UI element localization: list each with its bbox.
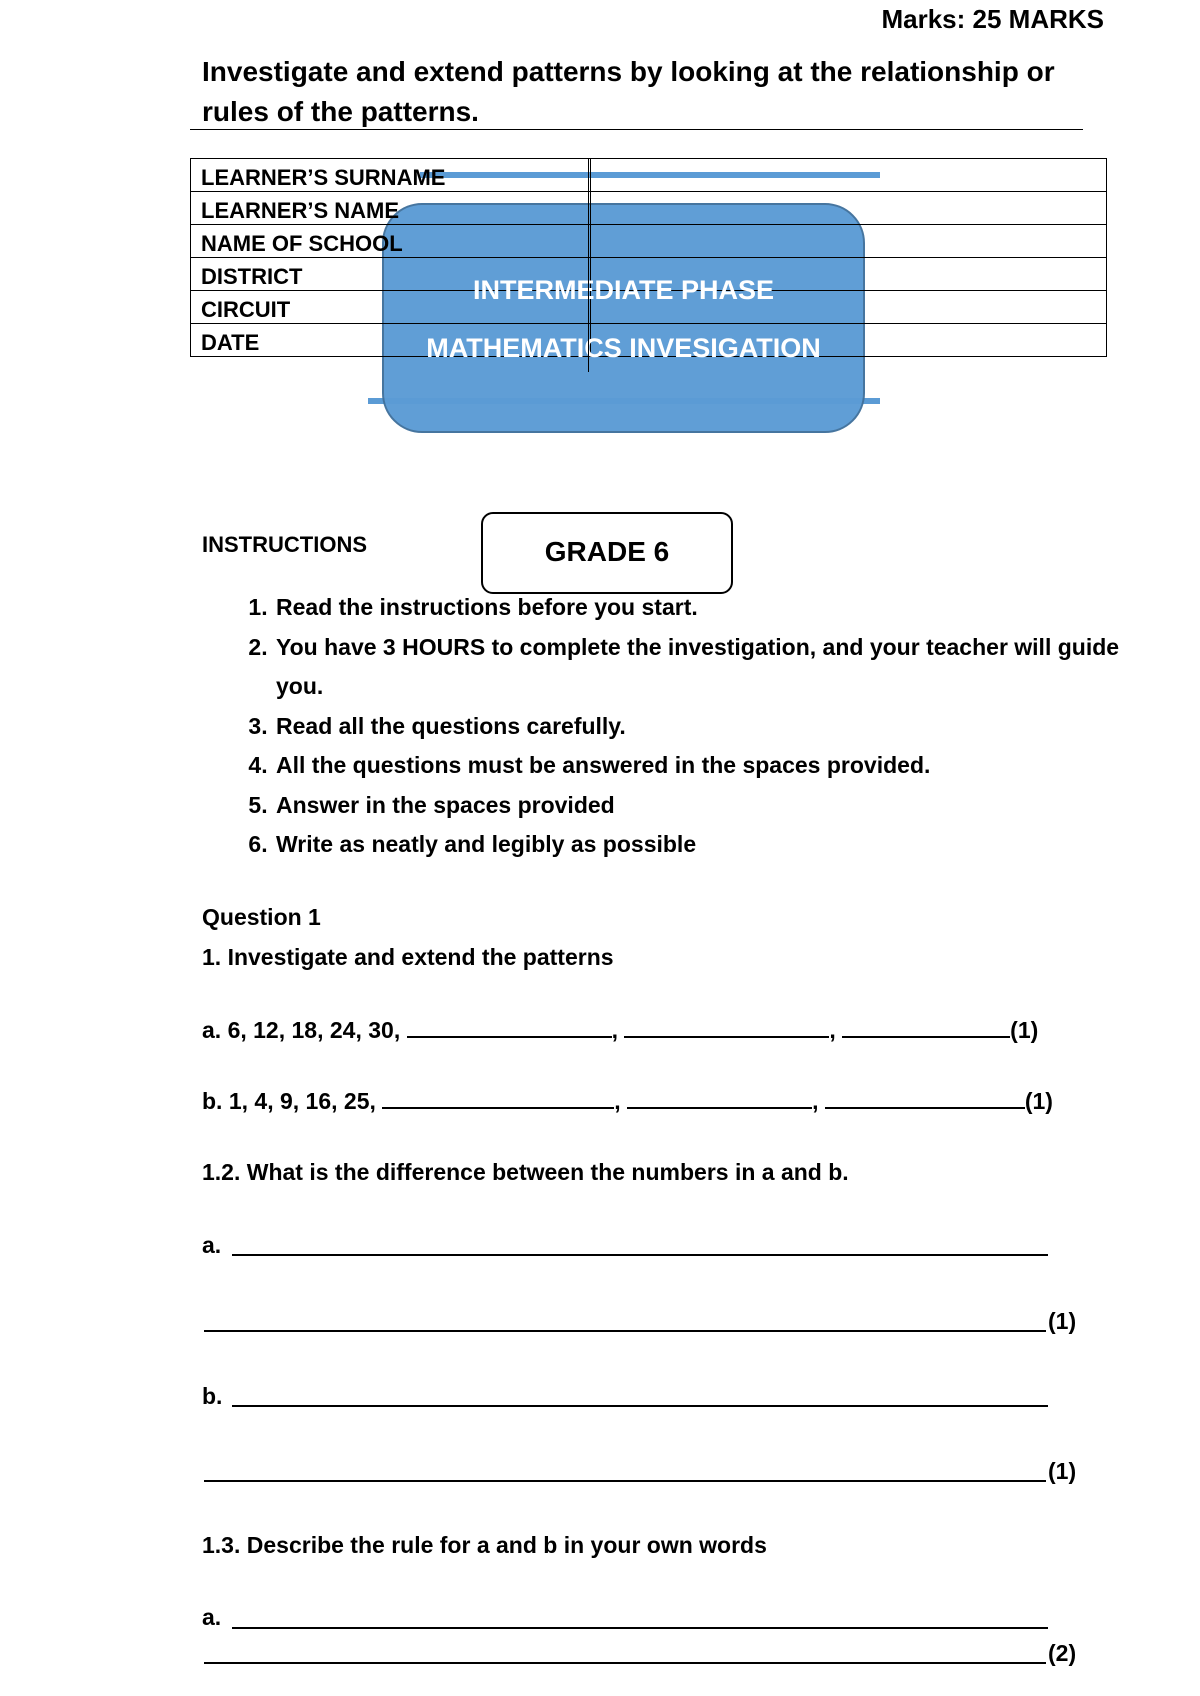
question-1-title-text: Question 1	[202, 904, 321, 930]
name-label: LEARNER’S NAME	[191, 192, 591, 225]
answer-line-1-2b[interactable]	[232, 1405, 1048, 1407]
mark-1-3a: (2)	[1048, 1640, 1077, 1666]
school-label: NAME OF SCHOOL	[191, 225, 591, 258]
school-field[interactable]	[591, 225, 1107, 258]
question-1a: a. 6, 12, 18, 24, 30, , , (1)	[202, 1017, 1039, 1043]
q12-b-label: b.	[202, 1383, 223, 1409]
table-row	[191, 225, 1107, 258]
grade-box: GRADE 6	[481, 512, 733, 594]
question-1b: b. 1, 4, 9, 16, 25, , , (1)	[202, 1088, 1053, 1114]
banner-subject-text: MATHEMATICS INVESIGATION	[426, 333, 821, 363]
list-item: 5. Answer in the spaces provided	[274, 786, 1144, 826]
instructions-list	[230, 588, 1144, 865]
mark-1b: (1)	[1024, 1088, 1053, 1114]
answer-line-1-2a-cont[interactable]	[204, 1330, 1046, 1332]
surname-field[interactable]	[591, 159, 1107, 192]
banner-phase-text: INTERMEDIATE PHASE	[472, 275, 775, 305]
list-item: 4. All the questions must be answered in the spaces provided.	[274, 746, 1144, 786]
name-field[interactable]	[591, 192, 1107, 225]
list-item: 6. Write as neatly and legibly as possible	[274, 825, 1144, 865]
answer-line-1-2b-cont[interactable]	[204, 1480, 1046, 1482]
title-divider	[190, 129, 1083, 130]
q12-a-label: a.	[202, 1232, 222, 1258]
answer-1a-1[interactable]	[407, 1016, 612, 1038]
marks-total: Marks: 25 MARKS	[881, 4, 1104, 34]
answer-1b-2[interactable]	[627, 1087, 812, 1109]
question-1-3: 1.3. Describe the rule for a and b in your own words	[202, 1532, 767, 1558]
q13-a-label: a.	[202, 1604, 222, 1630]
answer-line-1-3a-cont[interactable]	[204, 1662, 1046, 1664]
answer-1b-1[interactable]	[382, 1087, 614, 1109]
list-item: 3. Read all the questions carefully.	[274, 707, 1144, 747]
table-column-divider	[588, 158, 589, 372]
question-1-title	[202, 904, 321, 931]
page-title: Investigate and extend patterns by looking at the relationship or rules of the patterns.	[202, 56, 1055, 127]
list-item: 1. Read the instructions before you start.	[274, 588, 1144, 628]
question-1a-label: a. 6, 12, 18, 24, 30,	[202, 1017, 401, 1043]
mark-1-2a: (1)	[1048, 1308, 1077, 1334]
answer-1a-3[interactable]	[842, 1016, 1010, 1038]
learner-details-table	[190, 158, 1107, 357]
list-item: 2. You have 3 HOURS to complete the investigation, and your teacher will guide you.	[274, 628, 1144, 707]
circuit-label: CIRCUIT	[191, 291, 591, 324]
mark-1a: (1)	[1010, 1017, 1039, 1043]
table-row	[191, 192, 1107, 225]
question-1-subtitle: 1. Investigate and extend the patterns	[202, 944, 614, 970]
date-label: DATE	[191, 324, 591, 357]
answer-line-1-2a[interactable]	[232, 1254, 1048, 1256]
answer-line-1-3a[interactable]	[232, 1627, 1048, 1629]
instructions-heading: INSTRUCTIONS	[202, 532, 367, 557]
surname-label: LEARNER’S SURNAME	[191, 159, 591, 192]
answer-1b-3[interactable]	[825, 1087, 1025, 1109]
table-row	[191, 159, 1107, 192]
question-1b-label: b. 1, 4, 9, 16, 25,	[202, 1088, 376, 1114]
district-label: DISTRICT	[191, 258, 591, 291]
answer-1a-2[interactable]	[624, 1016, 829, 1038]
question-1-2: 1.2. What is the difference between the numbers in a and b.	[202, 1159, 849, 1185]
mark-1-2b: (1)	[1048, 1458, 1077, 1484]
